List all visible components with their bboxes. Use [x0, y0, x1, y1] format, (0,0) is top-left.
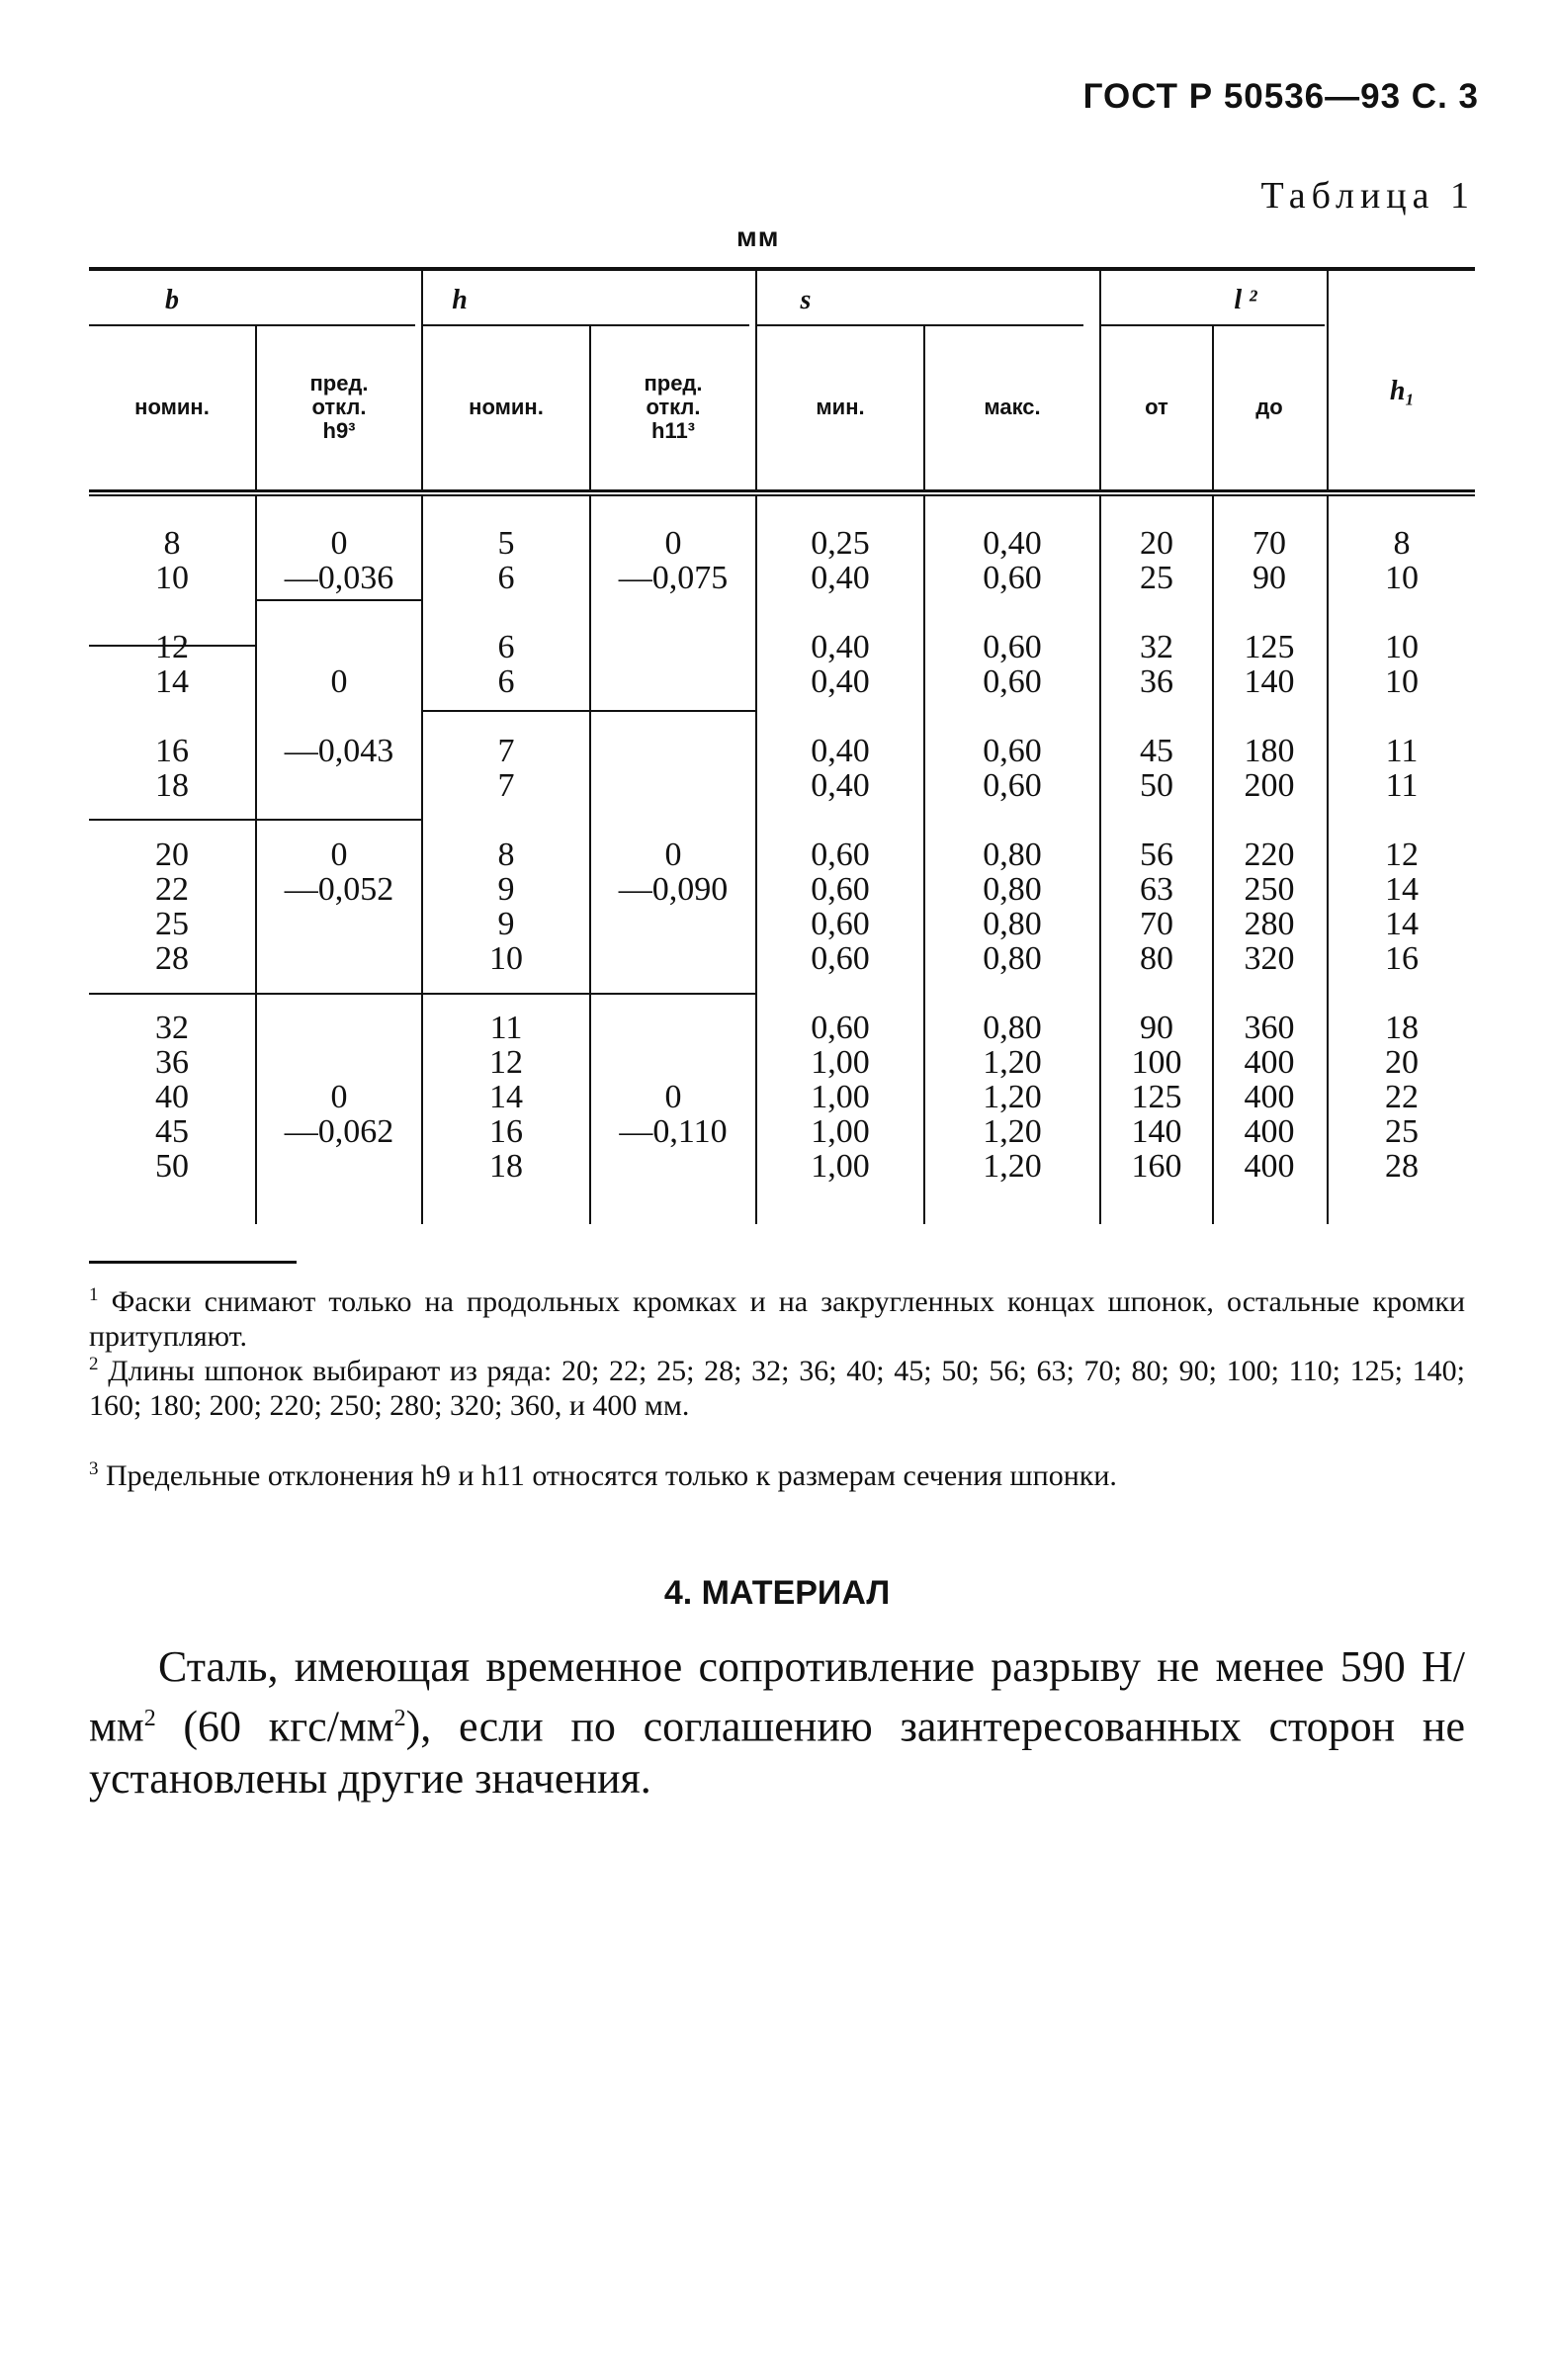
table-top-rule [89, 267, 1475, 271]
group-b: b [165, 285, 179, 315]
col-divider [1099, 271, 1101, 489]
col-h1: 8 10 10 10 11 11 12 14 14 16 18 20 22 25 28 [1385, 525, 1419, 1185]
footnote-1-text: Фаски снимают только на продольных кромках и на закругленных концах шпонок, остальные кромки притупляют. [89, 1285, 1465, 1353]
col-divider [755, 271, 757, 489]
col-l-to: 70 90 125 140 180 200 220 250 280 320 360 400 400 400 400 [1244, 525, 1295, 1185]
subheader-l-to: до [1255, 395, 1283, 419]
footnote-3-mark: 3 [89, 1458, 99, 1479]
col-divider [1212, 326, 1214, 489]
col-b-dev: 0 —0,036 0 —0,043 0 —0,052 0 —0,062 [284, 525, 394, 1150]
header-rule-double [89, 494, 1475, 496]
col-h-nom: 5 6 6 6 7 7 8 9 9 10 11 12 14 16 18 [489, 525, 523, 1185]
section-title: 4. МАТЕРИАЛ [663, 1574, 891, 1612]
col-divider [589, 326, 591, 489]
col-divider [1327, 271, 1329, 489]
group-s-underline [757, 324, 1083, 326]
subheader-h-dev: пред. откл. h11³ [644, 371, 703, 443]
subheader-b-nom: номин. [134, 395, 210, 419]
footnote-2-text: Длины шпонок выбирают из ряда: 20; 22; 25; 28; 32; 36; 40; 45; 50; 56; 63; 70; 80; 90; 100; 110; 125; 140; 160; 180; 200; 220; 250; 280; 320; 360, и 400 мм. [89, 1355, 1465, 1422]
col-s-min: 0,25 0,40 0,40 0,40 0,40 0,40 0,60 0,60 0,60 0,60 0,60 1,00 1,00 1,00 1,00 [811, 525, 870, 1185]
subheader-l-from: от [1145, 395, 1168, 419]
group-b-underline [89, 324, 415, 326]
col-divider [923, 326, 925, 489]
table-units: мм [736, 221, 780, 252]
header-rule [89, 489, 1475, 492]
paragraph-superscript: 2 [143, 1706, 156, 1731]
page-header: ГОСТ Р 50536—93 С. 3 [1082, 77, 1479, 116]
subheader-s-max: макс. [984, 395, 1041, 419]
footnote-3 [89, 1452, 1465, 1493]
footnote-2-mark: 2 [89, 1354, 99, 1374]
col-s-max: 0,40 0,60 0,60 0,60 0,60 0,60 0,80 0,80 0,80 0,80 0,80 1,20 1,20 1,20 1,20 [983, 525, 1042, 1185]
footnote-rule [89, 1261, 297, 1264]
subheader-s-min: мин. [816, 395, 865, 419]
col-divider [421, 271, 423, 489]
group-h1: h₁ [1389, 376, 1416, 406]
footnote-3-text: Предельные отклонения h9 и h11 относятся только к размерам сечения шпонки. [106, 1459, 1117, 1492]
paragraph-part: ), если по соглашению заинтересованных сторон не установлены другие значения. [89, 1702, 1465, 1803]
col-divider [255, 326, 257, 489]
subheader-h-nom: номин. [469, 395, 544, 419]
col-l-from: 20 25 32 36 45 50 56 63 70 80 90 100 125 140 160 [1131, 525, 1182, 1185]
group-h: h [452, 285, 468, 315]
col-b-nom: 8 10 12 14 16 18 20 22 25 28 32 36 40 45 50 [155, 525, 189, 1185]
group-s: s [800, 285, 812, 315]
table-caption: Таблица 1 [1260, 175, 1475, 217]
group-h-underline [423, 324, 749, 326]
footnote-1-mark: 1 [89, 1284, 99, 1305]
subheader-b-dev: пред. откл. h9³ [309, 371, 369, 443]
section-paragraph [89, 1641, 1465, 1805]
paragraph-superscript: 2 [393, 1706, 406, 1731]
footnote-2 [89, 1347, 1465, 1423]
group-l: l ² [1234, 285, 1257, 315]
col-h-dev: 0 —0,075 0 —0,090 0 —0,110 [618, 525, 729, 1150]
paragraph-part: (60 кгс/мм [155, 1702, 394, 1751]
footnote-1 [89, 1278, 1465, 1354]
paragraph-part: Сталь, имеющая временное сопротивление разрыву не менее 590 Н/мм [89, 1642, 1465, 1751]
